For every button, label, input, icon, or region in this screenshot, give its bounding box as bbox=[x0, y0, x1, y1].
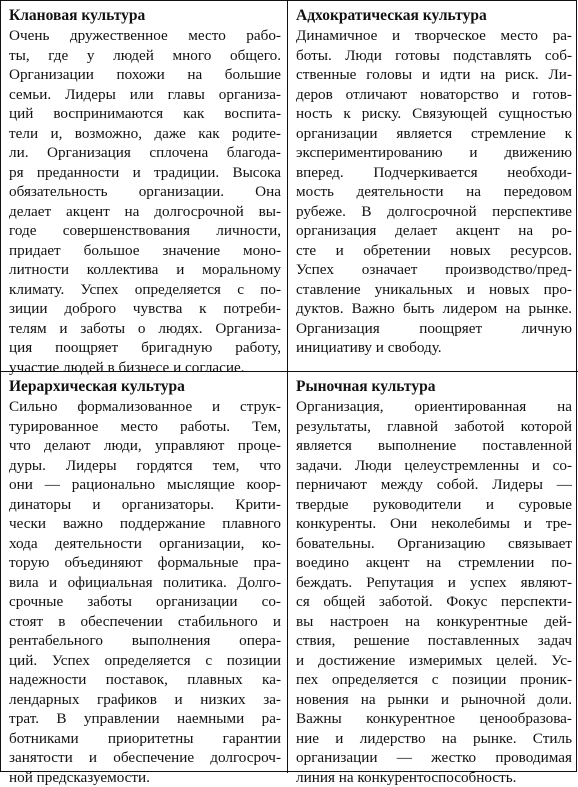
text-line: занятости и обеспечение долгосроч- bbox=[9, 748, 281, 768]
text-line: Организация поощряет личную bbox=[296, 319, 572, 339]
hierarchy-culture-text bbox=[9, 397, 281, 787]
text-line: ботниками приоритетны гарантии bbox=[9, 729, 281, 749]
text-line: телям и заботы о людях. Организа- bbox=[9, 319, 281, 339]
text-line: ственные головы и идти на риск. Ли- bbox=[296, 65, 572, 85]
text-line: ся общей заботой. Фокус перспекти- bbox=[296, 592, 572, 612]
text-line: и достижение измеримых целей. Ус- bbox=[296, 651, 572, 671]
text-line: результаты, главной заботой которой bbox=[296, 417, 572, 437]
text-line: они — рационально мыслящие коор- bbox=[9, 475, 281, 495]
text-line: ря преданности и традиции. Высока bbox=[9, 163, 281, 183]
text-line: торую объединяют формальные пра- bbox=[9, 553, 281, 573]
text-line: воедино акцент на стремлении по- bbox=[296, 553, 572, 573]
text-line: участие людей в бизнесе и согласие. bbox=[9, 358, 281, 378]
text-line: что делают люди, управляют проце- bbox=[9, 436, 281, 456]
clan-culture-text bbox=[9, 26, 281, 377]
clan-culture-cell bbox=[1, 1, 288, 372]
text-line: беждать. Репутация и успех являют- bbox=[296, 573, 572, 593]
text-line: зиции доброго чувства к потреби- bbox=[9, 299, 281, 319]
text-line: ций воспринимаются как воспита- bbox=[9, 104, 281, 124]
text-line: семьи. Лидеры или главы организа- bbox=[9, 85, 281, 105]
market-culture-title: Рыночная культура bbox=[296, 377, 572, 396]
text-line: лендарных графиков и низких за- bbox=[9, 690, 281, 710]
text-line: придает большое значение моно- bbox=[9, 241, 281, 261]
text-line: годе совершенствования личности, bbox=[9, 221, 281, 241]
text-line: организации — жестко проводимая bbox=[296, 748, 572, 768]
adhocracy-culture-text bbox=[296, 26, 572, 358]
text-line: новения на рынки и рыночной доли. bbox=[296, 690, 572, 710]
text-line: стоят в обеспечении стабильного и bbox=[9, 612, 281, 632]
text-line: Успех означает производство/пред- bbox=[296, 260, 572, 280]
adhocracy-culture-title: Адхократическая культура bbox=[296, 6, 572, 25]
text-line: Организация, ориентированная на bbox=[296, 397, 572, 417]
text-line: ной предсказуемости. bbox=[9, 768, 281, 787]
text-line: дуктов. Важно быть лидером на рынке. bbox=[296, 299, 572, 319]
text-line: вы настроен на конкурентные дей- bbox=[296, 612, 572, 632]
text-line: рентабельного выполнения опера- bbox=[9, 631, 281, 651]
text-line: организации является стремление к bbox=[296, 124, 572, 144]
text-line: надежности поставок, плавных ка- bbox=[9, 670, 281, 690]
text-line: литности коллектива и моральному bbox=[9, 260, 281, 280]
text-line: твердые руководители и суровые bbox=[296, 495, 572, 515]
text-line: мость деятельности на передовом bbox=[296, 182, 572, 202]
text-line: конкуренты. Они неколебимы и тре- bbox=[296, 514, 572, 534]
text-line: организация делает акцент на ро- bbox=[296, 221, 572, 241]
text-line: перничают между собой. Лидеры — bbox=[296, 475, 572, 495]
text-line: ность к риску. Связующей сущностью bbox=[296, 104, 572, 124]
text-line: вперед. Подчеркивается необходи- bbox=[296, 163, 572, 183]
text-line: турированное место работы. Тем, bbox=[9, 417, 281, 437]
text-line: сте и обретении новых ресурсов. bbox=[296, 241, 572, 261]
text-line: Динамичное и творческое место ра- bbox=[296, 26, 572, 46]
text-line: климату. Успех определяется с по- bbox=[9, 280, 281, 300]
text-line: обязательность организации. Она bbox=[9, 182, 281, 202]
text-line: ция поощряет бригадную работу, bbox=[9, 338, 281, 358]
text-line: трат. В управлении наемными ра- bbox=[9, 709, 281, 729]
text-line: чески важно поддержание плавного bbox=[9, 514, 281, 534]
text-line: бовательны. Организацию связывает bbox=[296, 534, 572, 554]
text-line: экспериментированию и движению bbox=[296, 143, 572, 163]
text-line: Сильно формализованное и струк- bbox=[9, 397, 281, 417]
text-line: деров отличают новаторство и готов- bbox=[296, 85, 572, 105]
text-line: дуры. Лидеры гордятся тем, что bbox=[9, 456, 281, 476]
text-line: тели и, возможно, даже как родите- bbox=[9, 124, 281, 144]
text-line: ние и лидерство на рынке. Стиль bbox=[296, 729, 572, 749]
text-line: ты, где у людей много общего. bbox=[9, 46, 281, 66]
market-culture-cell bbox=[288, 372, 578, 773]
clan-culture-title: Клановая культура bbox=[9, 6, 281, 25]
text-line: Организации похожи на большие bbox=[9, 65, 281, 85]
text-line: линия на конкурентоспособность. bbox=[296, 768, 572, 787]
text-line: динаторы и организаторы. Крити- bbox=[9, 495, 281, 515]
text-line: пех определяется с позиции проник- bbox=[296, 670, 572, 690]
text-line: хода деятельности организации, ко- bbox=[9, 534, 281, 554]
hierarchy-culture-title: Иерархическая культура bbox=[9, 377, 281, 396]
text-line: рубеже. В долгосрочной перспективе bbox=[296, 202, 572, 222]
text-line: срочные заботы организации со- bbox=[9, 592, 281, 612]
adhocracy-culture-cell bbox=[288, 1, 578, 372]
text-line: вила и официальная политика. Долго- bbox=[9, 573, 281, 593]
text-line: ствия, решение поставленных задач bbox=[296, 631, 572, 651]
text-line: ций. Успех определяется с позиции bbox=[9, 651, 281, 671]
text-line: задачи. Люди целеустремленны и со- bbox=[296, 456, 572, 476]
text-line: ставление уникальных и новых про- bbox=[296, 280, 572, 300]
text-line: Важны конкурентное ценообразова- bbox=[296, 709, 572, 729]
text-line: делает акцент на долгосрочной вы- bbox=[9, 202, 281, 222]
text-line: является выполнение поставленной bbox=[296, 436, 572, 456]
text-line: ли. Организация сплочена благода- bbox=[9, 143, 281, 163]
text-line: инициативу и свободу. bbox=[296, 338, 572, 358]
hierarchy-culture-cell bbox=[1, 372, 288, 773]
market-culture-text bbox=[296, 397, 572, 787]
text-line: Очень дружественное место рабо- bbox=[9, 26, 281, 46]
text-line: боты. Люди готовы подставлять соб- bbox=[296, 46, 572, 66]
